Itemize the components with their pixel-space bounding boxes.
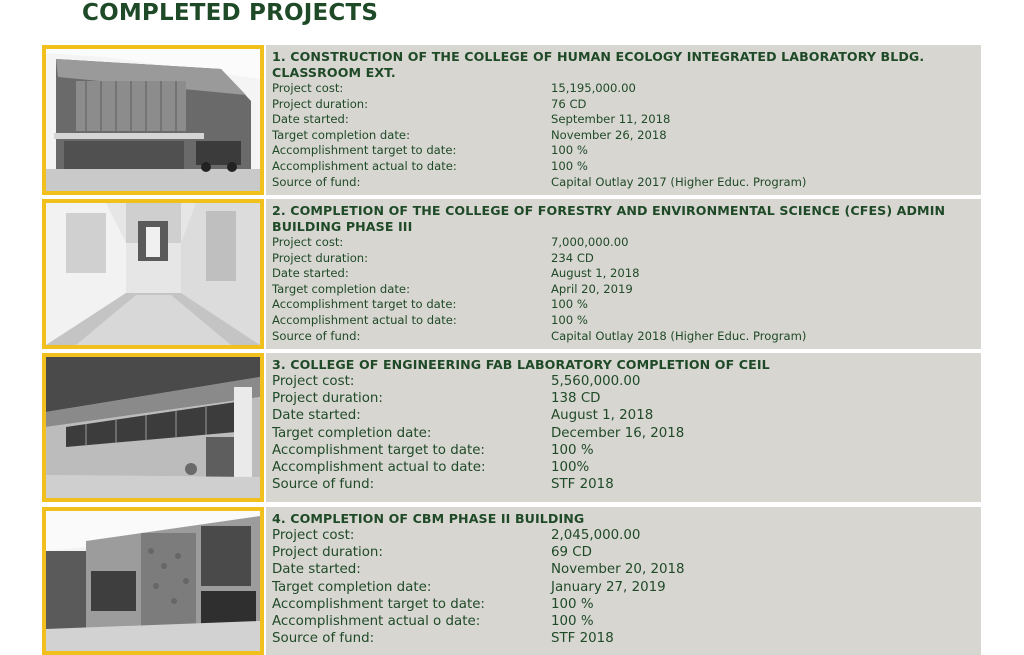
cost-value: 5,560,000.00 xyxy=(551,374,641,389)
date-started-row xyxy=(272,561,973,578)
acc-target-label: Accomplishment target to date: xyxy=(272,143,457,158)
project-info-1 xyxy=(266,45,981,195)
cost-row xyxy=(272,235,973,251)
acc-actual-label: Accomplishment actual to date: xyxy=(272,158,457,173)
duration-row xyxy=(272,97,973,113)
acc-target-label: Accomplishment target to date: xyxy=(272,596,485,612)
date-started-label: Date started: xyxy=(272,562,361,578)
target-date-row xyxy=(272,425,973,442)
project-card-4 xyxy=(42,507,981,655)
target-date-value: December 16, 2018 xyxy=(551,425,685,441)
date-started-label: Date started: xyxy=(272,266,349,281)
project-card-2 xyxy=(42,199,981,349)
cost-label: Project cost: xyxy=(272,81,344,95)
project-photo-4 xyxy=(42,507,264,655)
date-started-row xyxy=(272,407,973,424)
page-title: COMPLETED PROJECTS xyxy=(82,0,379,26)
acc-target-label: Accomplishment target to date: xyxy=(272,297,457,312)
project-info-3 xyxy=(266,353,981,502)
acc-target-row xyxy=(272,596,973,613)
target-date-row xyxy=(272,282,973,298)
project-title: 4. COMPLETION OF CBM PHASE II BUILDING xyxy=(272,511,585,526)
acc-target-row xyxy=(272,297,973,313)
date-started-value: November 20, 2018 xyxy=(551,562,685,578)
duration-row xyxy=(272,251,973,267)
fund-value: STF 2018 xyxy=(551,631,614,647)
project-info-2 xyxy=(266,199,981,349)
duration-value: 76 CD xyxy=(551,96,587,111)
target-date-row xyxy=(272,128,973,144)
duration-row xyxy=(272,544,973,561)
acc-target-value: 100 % xyxy=(551,297,588,312)
acc-actual-row xyxy=(272,459,973,476)
project-photo-2 xyxy=(42,199,264,349)
acc-actual-value: 100 % xyxy=(551,158,588,173)
acc-actual-row xyxy=(272,313,973,329)
acc-target-value: 100 % xyxy=(551,596,594,612)
fund-row xyxy=(272,175,973,191)
cost-label: Project cost: xyxy=(272,528,355,543)
acc-actual-row xyxy=(272,159,973,175)
project-card-3 xyxy=(42,353,981,502)
date-started-row xyxy=(272,266,973,282)
project-title: 1. CONSTRUCTION OF THE COLLEGE OF HUMAN ECOLOGY INTEGRATED LABORATORY BLDG. CLASSROOM EXT. xyxy=(272,49,925,80)
duration-label: Project duration: xyxy=(272,391,383,407)
acc-actual-row xyxy=(272,613,973,630)
date-started-label: Date started: xyxy=(272,112,349,127)
fund-value: Capital Outlay 2018 (Higher Educ. Program) xyxy=(551,328,807,343)
fund-label: Source of fund: xyxy=(272,477,375,493)
date-started-value: August 1, 2018 xyxy=(551,408,654,424)
acc-actual-value: 100 % xyxy=(551,312,588,327)
project-photo-1 xyxy=(42,45,264,195)
fund-label: Source of fund: xyxy=(272,174,361,189)
acc-actual-label: Accomplishment actual o date: xyxy=(272,614,481,630)
project-photo-3 xyxy=(42,353,264,502)
duration-label: Project duration: xyxy=(272,545,383,561)
duration-label: Project duration: xyxy=(272,96,369,111)
target-date-label: Target completion date: xyxy=(272,127,410,142)
duration-value: 69 CD xyxy=(551,545,592,561)
duration-row xyxy=(272,390,973,407)
project-title: 3. COLLEGE OF ENGINEERING FAB LABORATORY COMPLETION OF CEIL xyxy=(272,357,770,372)
acc-target-label: Accomplishment target to date: xyxy=(272,442,485,458)
fund-label: Source of fund: xyxy=(272,631,375,647)
acc-target-row xyxy=(272,442,973,459)
cost-value: 2,045,000.00 xyxy=(551,528,641,543)
date-started-value: August 1, 2018 xyxy=(551,266,640,281)
target-date-row xyxy=(272,579,973,596)
acc-target-row xyxy=(272,143,973,159)
acc-target-value: 100 % xyxy=(551,143,588,158)
cost-row xyxy=(272,527,973,544)
fund-row xyxy=(272,630,973,647)
target-date-label: Target completion date: xyxy=(272,425,432,441)
target-date-label: Target completion date: xyxy=(272,281,410,296)
duration-value: 234 CD xyxy=(551,250,594,265)
cost-row xyxy=(272,373,973,390)
target-date-label: Target completion date: xyxy=(272,579,432,595)
cost-label: Project cost: xyxy=(272,235,344,249)
duration-value: 138 CD xyxy=(551,391,601,407)
cost-value: 7,000,000.00 xyxy=(551,235,629,249)
cost-label: Project cost: xyxy=(272,374,355,389)
date-started-row xyxy=(272,112,973,128)
acc-actual-label: Accomplishment actual to date: xyxy=(272,312,457,327)
duration-label: Project duration: xyxy=(272,250,369,265)
fund-label: Source of fund: xyxy=(272,328,361,343)
acc-target-value: 100 % xyxy=(551,442,594,458)
acc-actual-value: 100 % xyxy=(551,614,594,630)
target-date-value: January 27, 2019 xyxy=(551,579,666,595)
acc-actual-value: 100% xyxy=(551,460,590,476)
fund-row xyxy=(272,476,973,493)
target-date-value: April 20, 2019 xyxy=(551,281,633,296)
cost-row xyxy=(272,81,973,97)
cost-value: 15,195,000.00 xyxy=(551,81,636,95)
date-started-label: Date started: xyxy=(272,408,361,424)
target-date-value: November 26, 2018 xyxy=(551,127,667,142)
project-title: 2. COMPLETION OF THE COLLEGE OF FORESTRY AND ENVIRONMENTAL SCIENCE (CFES) ADMIN BUILDING PHASE III xyxy=(272,203,946,234)
project-info-4 xyxy=(266,507,981,655)
fund-row xyxy=(272,329,973,345)
acc-actual-label: Accomplishment actual to date: xyxy=(272,460,486,476)
fund-value: Capital Outlay 2017 (Higher Educ. Program) xyxy=(551,174,807,189)
date-started-value: September 11, 2018 xyxy=(551,112,671,127)
fund-value: STF 2018 xyxy=(551,477,614,493)
project-card-1 xyxy=(42,45,981,195)
